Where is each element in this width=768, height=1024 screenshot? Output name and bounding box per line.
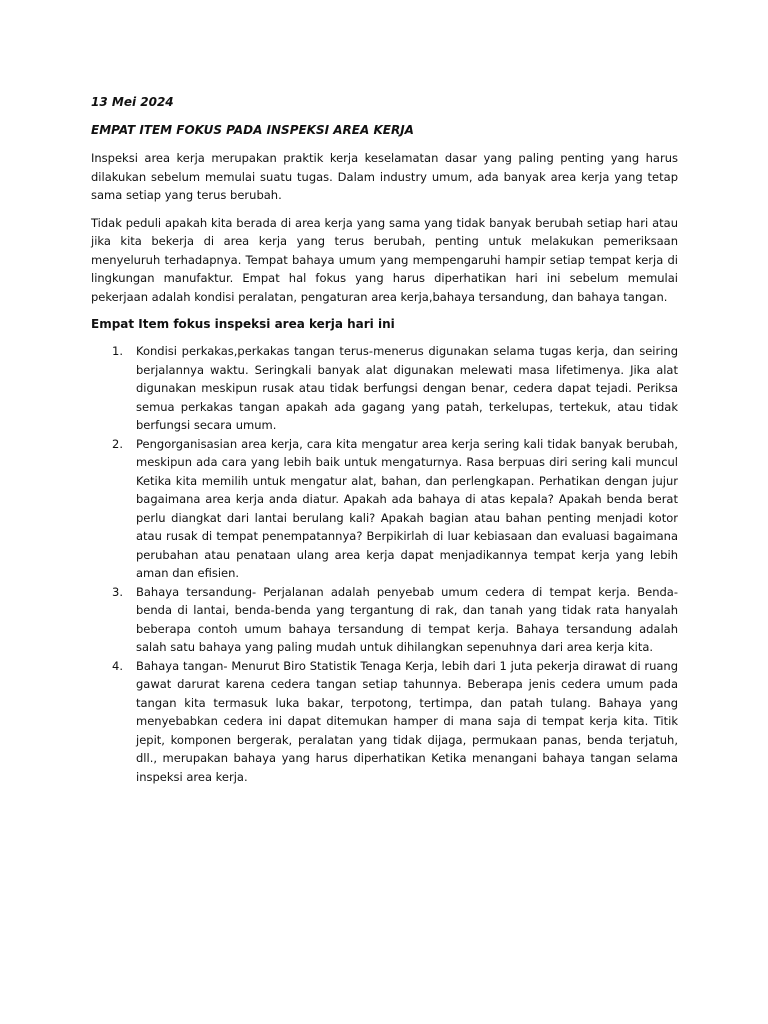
intro-paragraph: Inspeksi area kerja merupakan praktik kerja keselamatan dasar yang paling penting yang harus dilakukan sebelum memulai suatu tugas. Dalam industry umum, ada banyak area kerja yang tetap sama setiap yang terus berubah. bbox=[91, 151, 678, 202]
list-item-text: Bahaya tersandung- Perjalanan adalah penyebab umum cedera di tempat kerja. Benda-benda di lantai, benda-benda yang tergantung di rak, dan tanah yang tidak rata hanyalah beberapa contoh umum bahaya tersandung di tempat kerja. Bahaya tersandung adalah salah satu bahaya yang paling mudah untuk dihilangkan sepenuhnya dari area kerja kita. bbox=[136, 584, 678, 654]
document-title: EMPAT ITEM FOKUS PADA INSPEKSI AREA KERJA bbox=[91, 123, 414, 137]
list-item-number: 1. bbox=[112, 344, 123, 358]
list-item-number: 2. bbox=[112, 436, 123, 451]
list-subheading: Empat Item fokus inspeksi area kerja hari ini bbox=[91, 317, 395, 331]
document-page bbox=[91, 93, 678, 786]
focus-item-list bbox=[91, 342, 678, 786]
list-item-number: 4. bbox=[112, 658, 123, 673]
list-item bbox=[91, 342, 678, 435]
document-date: 13 Mei 2024 bbox=[91, 95, 174, 109]
list-item-number: 3. bbox=[112, 584, 123, 599]
list-item bbox=[91, 657, 678, 787]
list-item-text: Kondisi perkakas,perkakas tangan terus-menerus digunakan selama tugas kerja, dan seiring berjalannya waktu. Seringkali banyak alat digunakan melewati masa lifetimenya. Jika alat digunakan meskipun rusak atau tidak berfungsi dengan benar, cedera dapat tejadi. Periksa semua perkakas tangan apakah ada gagang yang patah, terkelupas, tertekuk, atau tidak berfungsi secara umum. bbox=[136, 344, 678, 432]
list-item-text: Pengorganisasian area kerja, cara kita mengatur area kerja sering kali tidak banyak berubah, meskipun ada cara yang lebih baik untuk mengaturnya. Rasa berpuas diri sering kali muncul Ketika kita memilih untuk mengatur alat, bahan, dan perlengkapan. Perhatikan dengan jujur bagaimana area kerja anda diatur. Apakah ada bahaya di atas kepala? Apakah benda berat perlu diangkat dari lantai berulang kali? Apakah bagian atau bahan penting menjadi kotor atau rusak di tempat penempatannya? Berpikirlah di luar kebiasaan dan evaluasi bagaimana perubahan atau penataan ulang area kerja dapat menjadikannya tempat kerja yang lebih aman dan efisien. bbox=[136, 436, 678, 580]
context-paragraph: Tidak peduli apakah kita berada di area kerja yang sama yang tidak banyak berubah setiap hari atau jika kita bekerja di area kerja yang terus berubah, penting untuk melakukan pemeriksaan menyeluruh terhadapnya. Tempat bahaya umum yang mempengaruhi hampir setiap tempat kerja di lingkungan manufaktur. Empat hal fokus yang harus diperhatikan hari ini sebelum memulai pekerjaan adalah kondisi peralatan, pengaturan area kerja,bahaya tersandung, dan bahaya tangan. bbox=[91, 215, 678, 304]
list-item-text: Bahaya tangan- Menurut Biro Statistik Tenaga Kerja, lebih dari 1 juta pekerja dirawat di ruang gawat darurat karena cedera tangan setiap tahunnya. Beberapa jenis cedera umum pada tangan kita termasuk luka bakar, terpotong, tertimpa, dan patah tulang. Bahaya yang menyebabkan cedera ini dapat ditemukan hamper di mana saja di tempat kerja kita. Titik jepit, komponen bergerak, peralatan yang tidak dijaga, permukaan panas, benda terjatuh, dll., merupakan bahaya yang harus diperhatikan Ketika menangani bahaya tangan selama inspeksi area kerja. bbox=[136, 658, 678, 784]
list-item bbox=[91, 435, 678, 583]
list-item bbox=[91, 583, 678, 657]
